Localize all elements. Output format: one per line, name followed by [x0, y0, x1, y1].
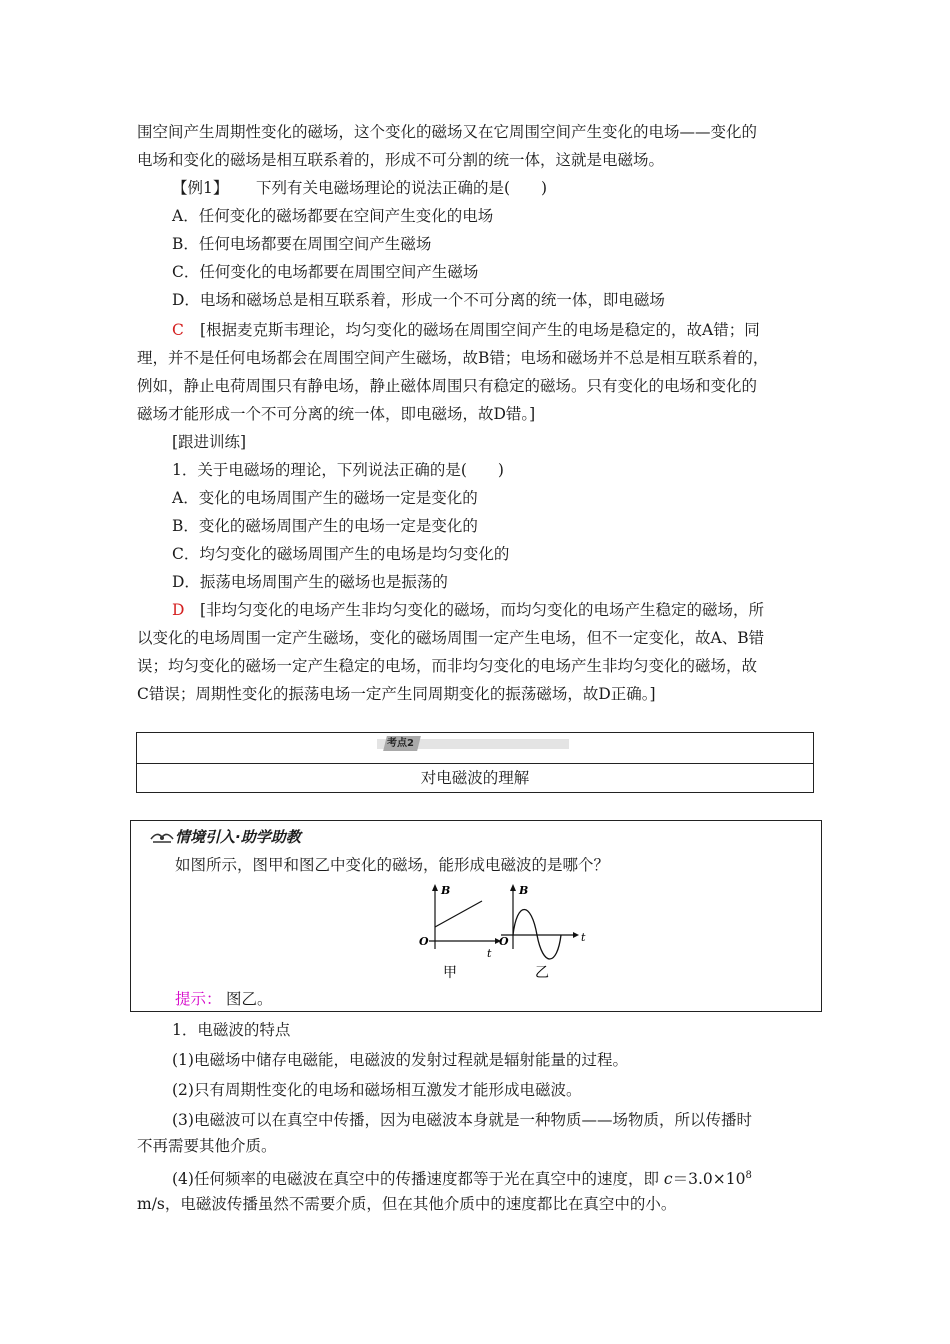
context-header: 情境引入·助学助教: [175, 828, 301, 846]
graph-yi-x-arrow: [573, 932, 579, 938]
feature-4-text: (4)任何频率的电磁波在真空中的传播速度都等于光在真空中的速度，即: [172, 1170, 659, 1189]
graph-jia-origin: O: [419, 935, 429, 948]
practice-label: [跟进训练]: [172, 433, 247, 451]
question-1-explanation: 误；均匀变化的磁场一定产生稳定的电场，而非均匀变化的电场产生非均匀变化的磁场，故: [137, 657, 758, 675]
speed-symbol: c: [663, 1170, 673, 1189]
question-1-answer: D: [172, 601, 185, 619]
kaodian-box: [136, 732, 814, 793]
example-1-option-d: D．电场和磁场总是相互联系着，形成一个不可分离的统一体，即电磁场: [172, 291, 665, 309]
hint-label: 提示：: [175, 990, 222, 1008]
graph-jia-caption: 甲: [443, 965, 457, 979]
question-1-stem: 1．关于电磁场的理论，下列说法正确的是( ): [172, 461, 504, 479]
context-question: 如图所示，图甲和图乙中变化的磁场，能形成电磁波的是哪个？: [175, 856, 610, 874]
book-icon: [149, 829, 175, 845]
speed-equation: ＝3.0×10: [672, 1170, 746, 1189]
graph-yi: [495, 879, 595, 983]
feature-2: (2)只有周期性变化的电场和磁场相互激发才能形成电磁波。: [172, 1081, 582, 1099]
example-1-explanation: 理，并不是任何电场都会在周围空间产生磁场，故B错；电场和磁场并不总是相互联系着的，: [137, 349, 769, 367]
question-1-explanation: 以变化的电场周围一定产生磁场，变化的磁场周围一定产生电场，但不一定变化，故A、B错: [137, 629, 765, 647]
example-1-explanation: 磁场才能形成一个不可分离的统一体，即电磁场，故D错。]: [137, 405, 536, 423]
context-box: [130, 820, 822, 1012]
graph-yi-y-arrow: [510, 884, 516, 891]
graph-yi-origin: O: [499, 935, 509, 948]
graph-jia-line: [435, 901, 482, 927]
paragraph-line: 电场和变化的磁场是相互联系着的，形成不可分割的统一体，这就是电磁场。: [137, 151, 665, 169]
example-1-answer: C: [172, 321, 184, 339]
graph-jia-y-arrow: [432, 884, 438, 891]
speed-exponent: 8: [745, 1170, 752, 1181]
question-1-option-a: A．变化的电场周围产生的磁场一定是变化的: [172, 489, 478, 507]
kaodian-tag: 考点2: [387, 738, 414, 749]
example-1-stem: 下列有关电磁场理论的说法正确的是( ): [256, 179, 548, 197]
feature-3-line-2: 不再需要其他介质。: [137, 1137, 277, 1155]
feature-3-line-1: (3)电磁波可以在真空中传播，因为电磁波本身就是一种物质——场物质，所以传播时: [172, 1111, 752, 1129]
graph-jia: [407, 879, 502, 979]
example-1-explanation: [根据麦克斯韦理论，均匀变化的磁场在周围空间产生的电场是稳定的，故A错；同: [200, 321, 760, 339]
graph-yi-sine-curve: [513, 910, 561, 960]
graph-yi-caption: 乙: [535, 965, 549, 981]
example-1-option-b: B．任何电场都要在周围空间产生磁场: [172, 235, 432, 253]
graph-yi-x-label: t: [581, 931, 586, 944]
question-1-explanation: C错误；周期性变化的振荡电场一定产生同周期变化的振荡磁场，故D正确。]: [137, 685, 656, 703]
feature-4-line-2: m/s，电磁波传播虽然不需要介质，但在其他介质中的速度都比在真空中的小。: [137, 1195, 677, 1213]
example-1-option-a: A．任何变化的磁场都要在空间产生变化的电场: [172, 207, 494, 225]
hint-text: 图乙。: [226, 990, 273, 1008]
question-1-option-d: D．振荡电场周围产生的磁场也是振荡的: [172, 573, 448, 591]
question-1-explanation: [非均匀变化的电场产生非均匀变化的磁场，而均匀变化的电场产生稳定的磁场，所: [200, 601, 765, 619]
question-1-option-b: B．变化的磁场周围产生的电场一定是变化的: [172, 517, 478, 535]
question-1-option-c: C．均匀变化的磁场周围产生的电场是均匀变化的: [172, 545, 510, 563]
graph-jia-y-label: B: [441, 884, 451, 897]
feature-1: (1)电磁场中储存电磁能，电磁波的发射过程就是辐射能量的过程。: [172, 1051, 628, 1069]
example-1-option-c: C．任何变化的电场都要在周围空间产生磁场: [172, 263, 479, 281]
example-1-label: 【例1】: [172, 179, 229, 197]
paragraph-line: 围空间产生周期性变化的磁场，这个变化的磁场又在它周围空间产生变化的电场——变化的: [137, 123, 758, 141]
kaodian-title: 对电磁波的理解: [420, 769, 530, 787]
feature-4-line-1: [172, 1162, 752, 1193]
graph-jia-x-label: t: [487, 947, 492, 960]
example-1-explanation: 例如，静止电荷周围只有静电场，静止磁体周围只有稳定的磁场。只有变化的电场和变化的: [137, 377, 758, 395]
graph-yi-y-label: B: [519, 884, 529, 897]
features-title: 1．电磁波的特点: [172, 1021, 291, 1039]
